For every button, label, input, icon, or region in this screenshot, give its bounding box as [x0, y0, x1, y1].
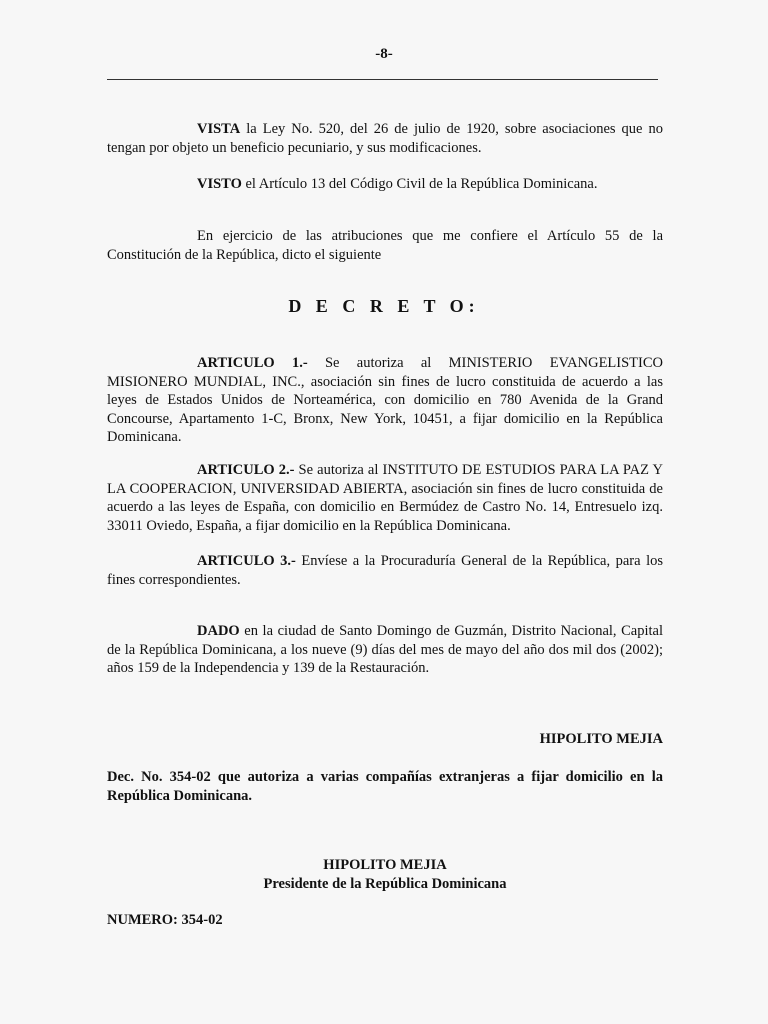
president-title: Presidente de la República Dominicana	[263, 875, 507, 892]
signature-name: HIPOLITO MEJIA	[539, 731, 663, 747]
numero-line	[107, 911, 663, 930]
president-block	[107, 856, 663, 893]
articulo-1-paragraph	[107, 354, 663, 447]
next-decree-title-text: Dec. No. 354-02 que autoriza a varias compañías extranjeras a fijar domicilio en la República Dominicana.	[107, 769, 663, 804]
articulo-2-paragraph	[107, 461, 663, 535]
page-number: -8-	[375, 46, 393, 62]
articulo-1-text: Se autoriza al MINISTERIO EVANGELISTICO MISIONERO MUNDIAL, INC., asociación sin fines de lucro constituida de acuerdo a las leyes de Estados Unidos de Norteamérica, con domicilio en 780 Avenida de la Grand Concourse, Apartamento 1-C, Bronx, New York, 10451, a fijar domicilio en la República Dominicana.	[107, 355, 663, 445]
dado-lead: DADO	[197, 623, 240, 639]
vista-paragraph	[107, 120, 663, 157]
articulo-2-lead: ARTICULO 2.-	[197, 462, 295, 478]
decreto-heading: D E C R E T O:	[288, 296, 480, 316]
numero-text: NUMERO: 354-02	[107, 912, 223, 928]
articulo-3-paragraph	[107, 552, 663, 589]
articulo-1-lead: ARTICULO 1.-	[197, 355, 308, 371]
visto-lead: VISTO	[197, 176, 242, 192]
articulo-3-lead: ARTICULO 3.-	[197, 553, 296, 569]
articulo-3-text: Envíese a la Procuraduría General de la República, para los fines correspondientes.	[107, 553, 663, 588]
dado-text: en la ciudad de Santo Domingo de Guzmán, Distrito Nacional, Capital de la República Dominicana, a los nueve (9) días del mes de mayo del año dos mil dos (2002); años 159 de la Independencia y 139 de la Restauración.	[107, 623, 663, 676]
ejercicio-text: En ejercicio de las atribuciones que me confiere el Artículo 55 de la Constitución de la República, dicto el siguiente	[107, 228, 663, 263]
header-rule	[107, 79, 658, 80]
visto-text: el Artículo 13 del Código Civil de la República Dominicana.	[241, 176, 598, 192]
articulo-2-text: Se autoriza al INSTITUTO DE ESTUDIOS PARA LA PAZ Y LA COOPERACION, UNIVERSIDAD ABIERTA, asociación sin fines de lucro constituida de acuerdo a las leyes de España, con domicilio en Bermúdez de Castro No. 14, Entresuelo izq. 33011 Oviedo, España, a fijar domicilio en la República Dominicana.	[107, 462, 664, 534]
dado-paragraph	[107, 622, 663, 678]
vista-text: la Ley No. 520, del 26 de julio de 1920, sobre asociaciones que no tengan por objeto un beneficio pecuniario, y sus modificaciones.	[107, 121, 663, 156]
vista-lead: VISTA	[197, 121, 241, 137]
visto-paragraph	[107, 175, 663, 194]
ejercicio-paragraph	[107, 227, 663, 264]
president-name: HIPOLITO MEJIA	[323, 857, 447, 873]
next-decree-title	[107, 768, 663, 805]
